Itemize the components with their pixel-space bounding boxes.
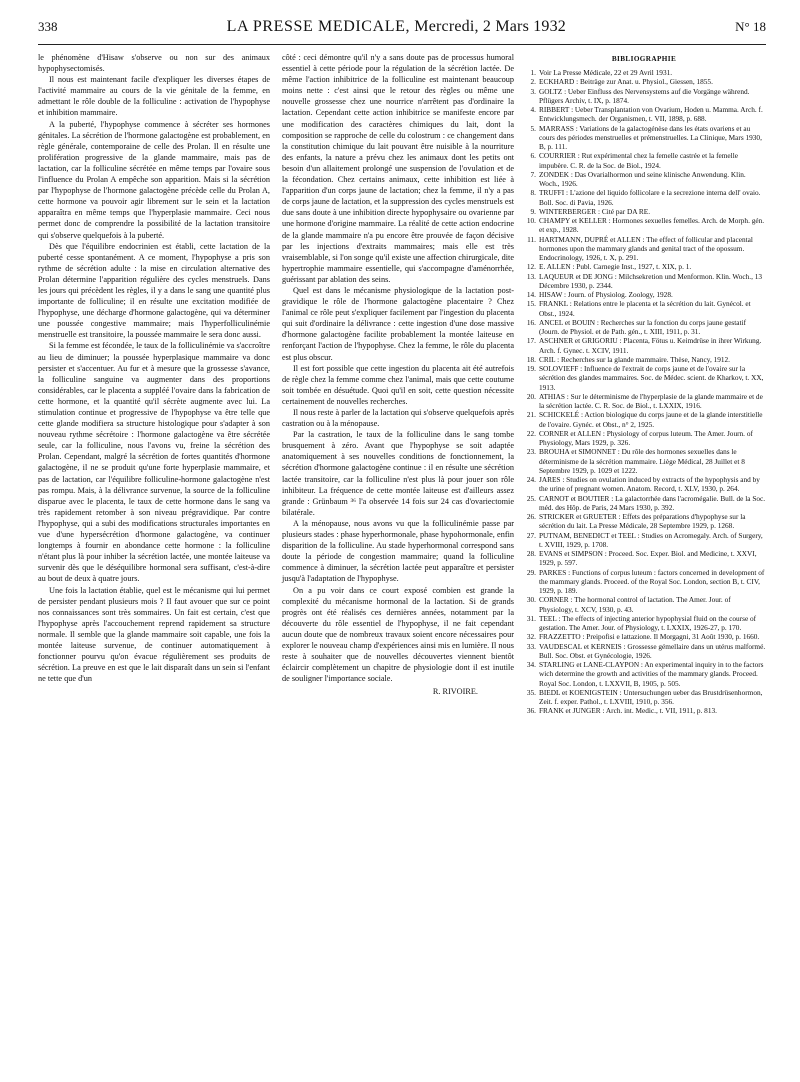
reference-text: ATHIAS : Sur le déterminisme de l'hyperplasie de la glande mammaire et de la sécrétion lactée. C. R. Soc. de Biol., t. LXXIX, 1916.	[539, 391, 763, 411]
article-paragraph: côté : ceci démontre qu'il n'y a sans doute pas de processus humoral essentiel à cette période pour la régulation de la sécrétion lactée. De même l'action inhibitrice de la folliculine est maintenant beaucoup moins nette : c'est ainsi que le retour des règles ou même une nouvelle grossesse chez une nourrice n'arrêtent pas d'ordinaire la lactation. Cependant cette action inhibitrice se manifeste encore par une modification des caractères chimiques du lait, dont la composition se rapproche de celle du colostrum : ce changement dans la constitution chimique du lait pouvant être nuisible à la nourriture des enfants, la nature a prévu chez les animaux dont les petits ont besoin d'un allaitement prolongé une suspension de l'ovulation et de la fécondation. Chez certains animaux, cette inhibition est liée à l'apparition d'un corps jaune de lactation; chez la femme, il n'y a pas de corps jaune de lactation, et la suppression des cycles menstruels est due sans doute à une inhibition directe hypophysaire ou ovarienne par une hormone d'origine mammaire. La réalité de cette action endocrine de la glande mammaire n'a pu encore être prouvée de façon décisive par les injections d'extraits mammaires; mais elle est très vraisemblable, si l'on songe qu'il existe une affection chirurgicale, dite hypertrophie mammaire essentielle, qui s'accompagne d'aménorrhée, guérissant par ablation des seins.	[282, 53, 514, 284]
reference-number: 6.	[530, 151, 536, 161]
reference-number: 19.	[526, 364, 536, 374]
reference-list	[522, 68, 766, 716]
reference-text: CARNOT et BOUTIER : La galactorrhée dans l'acromégalie. Bull. de la Soc. méd. des Hôp. de Paris, 24 Mars 1930, p. 392.	[539, 493, 766, 512]
reference-text: LAQUEUR et DE JONG : Milchsekretion und Menformon. Klin. Woch., 13 Décembre 1930, p. 2344.	[539, 271, 763, 290]
header-rule	[38, 44, 766, 45]
reference-text: CORNER et ALLEN : Physiology of corpus luteum. The Amer. Journ. of Physiology, Mars 1929, p. 326.	[539, 428, 753, 448]
reference-number: 35.	[526, 687, 536, 697]
article-paragraph: Par la castration, le taux de la folliculine dans le sang tombe brusquement à zéro. Avant que l'hypophyse se soit adaptée anatomiquement à ses nouvelles conditions de fonctionnement, la sécrétion d'hormone galactogène continue : il en résulte une sécrétion lactée transitoire, car la folliculine n'est plus là pour jouer son rôle inhibiteur. La fréquence de cette montée laiteuse est d'ailleurs assez grande : Grünbaum ³⁶ l'a observée 14 fois sur 24 cas d'ovariectomie bilatérale.	[282, 430, 514, 517]
reference-item	[522, 105, 766, 124]
reference-number: 28.	[526, 549, 536, 559]
reference-text: ECKHARD : Beiträge zur Anat. u. Physiol., Giessen, 1855.	[539, 77, 713, 87]
reference-item	[522, 151, 766, 170]
article-paragraph: Si la femme est fécondée, le taux de la folliculinémie va s'accroître au lieu de diminuer; la poussée hyperplasique mammaire va donc persister et s'accentuer. Au fur et à mesure que la grossesse s'avance, la folliculine sanguine va augmenter dans des proportions considérables, car le placenta a suppléé l'ovaire dans la fabrication de cette hormone, et la quantité qu'il sécrète augmente avec lui. La stimulation continue et progressive de l'hypophyse va être telle que cette glande modifiera sa structure histologique pour s'adapter à son nouveau rythme sécrétoire : l'hormone galactogène va être sécrétée seule, car la folliculine, nous l'avons vu, freine la sécrétion des Prolan. Cependant, malgré la sécrétion de fortes quantités d'hormone galactogène, il ne se produit qu'une forte hyperplasie mammaire, et pas de lactation, car l'équilibre folliculine-hormone galactogène n'est pas rompu. Mais, à la délivrance survenue, la source de la folliculine disparue avec le placenta, le taux de cette hormone dans le sang va très rapidement retomber à son niveau prégravidique. Par contre l'hypophyse, qui a subi des modifications structurales importantes en vue d'une hypersécrétion d'hormone galactogène, va continuer longtemps à fournir en abondance cette hormone : la folliculine n'étant plus là pour inhiber la sécrétion lactée, une montée laiteuse va survenir dès que le déséquilibre hormonal sera suffisant, c'est-à-dire au bout de deux à quatre jours.	[38, 341, 270, 584]
reference-item	[522, 299, 766, 318]
reference-text: GOLTZ : Ueber Einfluss des Nervensystems auf die Vorgänge während. Pflügers Archiv, t. IX, p. 1874.	[539, 86, 750, 105]
reference-item	[522, 318, 766, 337]
reference-text: FRANKL : Relations entre le placenta et la sécrétion du lait. Gynécol. et Obst., 1924.	[539, 299, 751, 318]
reference-number: 5.	[530, 123, 536, 133]
reference-item	[522, 632, 766, 641]
reference-item	[522, 272, 766, 291]
reference-text: WINTERBERGER : Cité par DA RE.	[539, 206, 651, 216]
reference-number: 34.	[526, 660, 536, 670]
reference-item	[522, 642, 766, 661]
reference-item	[522, 77, 766, 86]
reference-number: 13.	[526, 271, 536, 281]
reference-text: TRUFFI : L'azione del liquido follicolare e la secrezione interna dell' ovaio. Boll. Soc. di Pavia, 1926.	[539, 188, 761, 207]
reference-item	[522, 595, 766, 614]
reference-item	[522, 392, 766, 411]
reference-item	[522, 207, 766, 216]
reference-number: 27.	[526, 530, 536, 540]
reference-text: CRIL : Recherches sur la glande mammaire. Thèse, Nancy, 1912.	[539, 354, 731, 364]
reference-item	[522, 447, 766, 475]
reference-number: 14.	[526, 290, 536, 300]
reference-number: 2.	[530, 77, 536, 87]
reference-text: ZONDEK : Das Ovarialhormon und seine klinische Anwendung. Klin. Woch., 1926.	[539, 169, 746, 189]
reference-number: 8.	[530, 188, 536, 198]
reference-number: 18.	[526, 354, 536, 364]
reference-item	[522, 568, 766, 596]
author-signature: R. RIVOIRE.	[432, 687, 478, 697]
reference-item	[522, 355, 766, 364]
reference-item	[522, 614, 766, 633]
page-number: 338	[38, 19, 58, 34]
issue-date: Mercredi, 2 Mars 1932	[414, 18, 566, 35]
reference-item	[522, 188, 766, 207]
reference-number: 32.	[526, 632, 536, 642]
issue-number: N° 18	[735, 19, 766, 34]
reference-number: 3.	[530, 86, 536, 96]
reference-item	[522, 706, 766, 715]
reference-number: 25.	[526, 493, 536, 503]
reference-text: E. ALLEN : Publ. Carnegie Inst., 1927, t. XIX, p. 1.	[539, 262, 692, 272]
reference-item	[522, 688, 766, 707]
reference-number: 17.	[526, 336, 536, 346]
reference-number: 29.	[526, 567, 536, 577]
reference-item	[522, 87, 766, 106]
reference-text: FRANK et JUNGER : Arch. int. Medic., t. VII, 1911, p. 813.	[539, 706, 717, 716]
reference-text: CORNER : The hormonal control of lactation. The Amer. Jour. of Physiology, t. XCV, 1930, p. 43.	[539, 595, 731, 614]
reference-text: SOLOVIEFF : Influence de l'extrait de corps jaune et de l'ovaire sur la sécrétion des glandes mammaires. Soc. de Médec. scient. de Kharkov, t. XX, 1913.	[539, 364, 764, 392]
reference-text: FRAZZETTO : Preipofisi e lattazione. Il Morgagni, 31 Août 1930, p. 1660.	[539, 632, 760, 642]
reference-item	[522, 170, 766, 189]
article-column-2	[282, 52, 514, 697]
reference-item	[522, 475, 766, 494]
reference-text: PUTNAM, BENEDICT et TEEL : Studies on Acromegaly. Arch. of Surgery, t. XVIII, 1929, p. 1708.	[539, 530, 763, 549]
article-paragraph: le phénomène d'Hisaw s'observe ou non sur des animaux hypophysectomisés.	[38, 53, 270, 74]
reference-text: ANCEL et BOUIN : Recherches sur la fonction du corps jaune gestatif (Journ. de Physiol. et de Path. gén., t. XIII, 1911, p. 31.	[539, 317, 747, 337]
reference-number: 23.	[526, 447, 536, 457]
reference-text: COURRIER : Rut expérimental chez la femelle castrée et la femelle impubère. C. R. de la Soc. de Biol., 1924.	[539, 151, 738, 170]
page-header	[38, 18, 766, 40]
reference-item	[522, 262, 766, 271]
reference-text: TEEL : The effects of injecting anterior hypophysial fluid on the course of gestation. The Amer. Jour. of Physiology, t. LXXIX, 1926-27, p. 170.	[539, 613, 757, 633]
reference-number: 20.	[526, 391, 536, 401]
reference-number: 10.	[526, 216, 536, 226]
bibliography-column	[522, 52, 766, 716]
reference-text: MARRASS : Variations de la galactogénèse dans les états ovariens et au cours des périodes menstruelles et prémenstruelles. La Clinique, Mars 1930, B, p. 111.	[539, 123, 762, 152]
reference-number: 36.	[526, 706, 536, 716]
bibliography-title: BIBLIOGRAPHIE	[611, 55, 677, 63]
reference-number: 33.	[526, 641, 536, 651]
reference-number: 21.	[526, 410, 536, 420]
reference-item	[522, 549, 766, 568]
journal-masthead	[227, 18, 566, 36]
reference-number: 1.	[530, 68, 536, 78]
journal-name: LA PRESSE MEDICALE,	[226, 18, 411, 35]
reference-text: HARTMANN, DUPRÉ et ALLEN : The effect of follicular and placental hormones upon the mammary glands and genital tract of the opossum. Endocrinology, 1926, t. X, p. 291.	[539, 234, 753, 263]
reference-item	[522, 531, 766, 550]
reference-text: SCHICKELÉ : Action biologique du corps jaune et de la glande interstitielle de l'ovaire. Gynéc. et Obst., n° 2, 1925.	[539, 410, 763, 429]
reference-text: VAUDESCAL et KERNEIS : Grossesse gémellaire dans un utérus malformé. Bull. Soc. Obst. et Gynécologie, 1926.	[539, 641, 766, 660]
article-paragraph: Quel est dans le mécanisme physiologique de la lactation post-gravidique le rôle de l'hormone galactogène placentaire ? Chez l'animal ce rôle peut s'expliquer facilement par l'ingestion du placenta qui suit d'ordinaire la délivrance : cette ingestion d'une dose massive d'hormone galactogène facilite probablement la montée laiteuse en renforçant l'action de l'hypophyse. Chez la femme, le rôle du placenta est plus obscur.	[282, 285, 514, 362]
reference-text: BIEDL et KOENIGSTEIN : Untersuchungen ueber das Brustdrüsenhormon, Zeit. f. exper. Pathol., t. LXVIII, 1910, p. 356.	[539, 687, 763, 707]
article-paragraph: Il nous reste à parler de la lactation qui s'observe quelquefois après castration ou à la ménopause.	[282, 408, 514, 429]
reference-text: JARES : Studies on ovulation induced by extracts of the hypophysis and by the urine of pregnant women. Anatom. Record, t. XLV, 1930, p. 264.	[539, 475, 760, 494]
reference-item	[522, 410, 766, 429]
reference-number: 31.	[526, 613, 536, 623]
reference-item	[522, 216, 766, 235]
reference-number: 11.	[527, 234, 536, 244]
reference-number: 12.	[526, 262, 536, 272]
reference-text: STARLING et LANE-CLAYPON : An experimental inquiry in to the factors wich determine the growth and activities of the mammary glands. Proceed. Royal Soc. London, t. LXXVII, B, 1905, p. 505.	[539, 660, 764, 688]
reference-item	[522, 364, 766, 392]
reference-item	[522, 429, 766, 448]
reference-number: 9.	[530, 206, 536, 216]
reference-item	[522, 290, 766, 299]
reference-number: 26.	[526, 512, 536, 522]
column-2-body	[282, 52, 514, 684]
reference-item	[522, 68, 766, 77]
reference-text: RIBBERT : Ueber Transplantation von Ovarium, Hoden u. Mamma. Arch. f. Entwicklungsmech. der Organismen, t. VII, 1898, p. 688.	[539, 105, 763, 124]
reference-item	[522, 512, 766, 531]
reference-item	[522, 494, 766, 513]
reference-number: 7.	[530, 169, 536, 179]
reference-text: BROUHA et SIMONNET : Du rôle des hormones sexuelles dans le déterminisme de la sécrétion mammaire. Liège Médical, 28 Juillet et 8 Septembre 1929, p. 1029 et 1222.	[539, 447, 745, 475]
reference-text: ASCHNER et GRIGORIU : Placenta, Fötus u. Keimdrüse in ihrer Wirkung. Arch. f. Gynec. t. XCIV, 1911.	[539, 336, 762, 355]
reference-item	[522, 336, 766, 355]
reference-text: STRICKER et GRUETER : Effets des préparations d'hypophyse sur la sécrétion du lait. La Presse Médicale, 28 Septembre 1929, p. 1268.	[539, 512, 746, 531]
reference-item	[522, 660, 766, 688]
article-paragraph: Il nous est maintenant facile d'expliquer les diverses étapes de l'activité mammaire au cours de la vie génitale de la femme, en admettant le rôle double de la folliculine : activation de l'hypophyse et inhibition mammaire.	[38, 75, 270, 118]
article-paragraph: Il est fort possible que cette ingestion du placenta ait été autrefois de règle chez la femme comme chez l'animal, mais que cette coutume soit tombée en désuétude. Quoi qu'il en soit, cette question nécessite certainement de nouvelles recherches.	[282, 363, 514, 406]
article-paragraph: Dès que l'équilibre endocrinien est établi, cette lactation de la puberté cesse spontanément. A ce moment, l'hypophyse a pris son rythme de sécrétion adulte : la mise en circulation alternative des Prolan détermine l'apparition régulière des cycles menstruels. Dans les jours qui précèdent les règles, il y a dans le sang une quantité plus importante de folliculine; il en résulte une excitation modifiée de l'hypophyse, une décharge d'hormone galactogène, qui va déterminer une poussée congestive mammaire; mais l'hyperfolliculinémie menstruelle est transitoire, la poussée mammaire le sera donc aussi.	[38, 241, 270, 340]
reference-number: 22.	[526, 428, 536, 438]
reference-text: HISAW : Journ. of Physiolog. Zoology, 1928.	[539, 290, 673, 300]
reference-number: 16.	[526, 317, 536, 327]
reference-item	[522, 235, 766, 263]
article-column-1	[38, 52, 270, 684]
reference-text: PARKES : Functions of corpus luteum : factors concerned in development of the mammary glands. Proceed. of the Royal Soc. London, section B, t. CIV, 1929, p. 189.	[539, 567, 765, 596]
article-paragraph: A la ménopause, nous avons vu que la folliculinémie passe par plusieurs stades : phase hyperhormonale, phase hypohormonale, enfin disparition de la folliculine. Au stade hyperhormonal correspond sans doute la période de congestion mammaire; quand la folliculine commence à diminuer, la sécrétion lactée peut apparaître et persister jusqu'à l'adaptation de l'hypophyse.	[282, 518, 514, 584]
reference-number: 30.	[526, 595, 536, 605]
reference-text: CHAMPY et KELLER : Hormones sexuelles femelles. Arch. de Morph. gén. et exp., 1928.	[539, 216, 765, 235]
reference-text: Voir La Presse Médicale, 22 et 29 Avril 1931.	[539, 68, 673, 78]
reference-number: 24.	[526, 475, 536, 485]
reference-item	[522, 124, 766, 152]
article-paragraph: Une fois la lactation établie, quel est le mécanisme qui lui permet de persister pendant plusieurs mois ? Il faut avouer que sur ce point nos connaissances sont très sommaires. Un fait est certain, c'est que l'hypophyse après l'accouchement reprend rapidement sa structure normale. Il semble que la glande mammaire soit capable, une fois la montée laiteuse survenue, de continuer automatiquement à fonctionner pourvu qu'on évacue régulièrement ses produits de sécrétion. La preuve en est que le lait disparaît dans un sein si l'enfant ne tette que d'un	[38, 585, 270, 684]
reference-text: EVANS et SIMPSON : Proceed. Soc. Exper. Biol. and Medicine, t. XXVI, 1929, p. 597.	[539, 549, 757, 568]
reference-number: 4.	[530, 105, 536, 115]
article-paragraph: On a pu voir dans ce court exposé combien est grande la complexité du mécanisme hormonal de la lactation. Si de grands progrès ont été réalisés ces dernières années, notamment par la découverte du rôle essentiel de l'hypophyse, il ne fait cependant aucun doute que de nombreux travaux soient encore nécessaires pour explorer le nouveau champ d'expériences ainsi mis en lumière. Il nous reste à souhaiter que de nouvelles découvertes viennent bientôt éclaircir complètement un chapitre de physiologie dont il est inutile de souligner l'importance sociale.	[282, 585, 514, 684]
article-paragraph: A la puberté, l'hypophyse commence à sécréter ses hormones génitales. La sécrétion de l'hormone galactogène est probablement, en règle générale, contemporaine de celle des Prolan. Il en résulte une prolifération progressive de la glande mammaire, mais pas de lactation, car la folliculine sécrétée en même temps par l'ovaire sous l'influence du Prolan A empêche son apparition. Mais si la sécrétion par l'hypophyse de l'hormone galactogène précède celle du Prolan A, cette hormone va pouvoir agir librement sur le sein et la lactation apparaîtra en même temps que l'hyperplasie mammaire. Ceci nous permet donc de comprendre la possibilité de la lactation transitoire qui s'observe quelquefois à la puberté.	[38, 119, 270, 240]
reference-number: 15.	[526, 299, 536, 309]
